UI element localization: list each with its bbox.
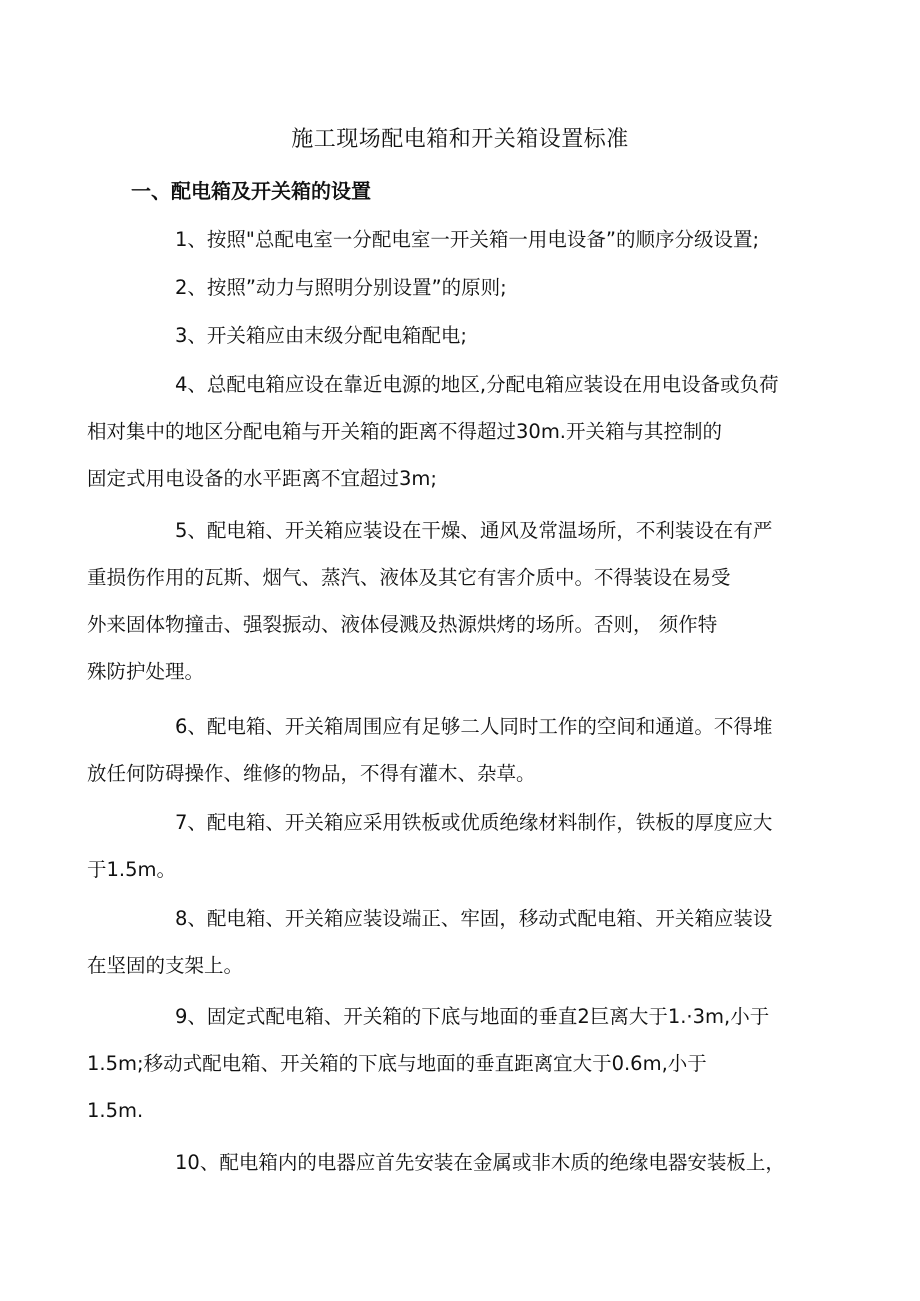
paragraph-6: [87, 703, 791, 797]
paragraph-line: 固定式用电设备的水平距离不宜超过3m;: [87, 467, 437, 490]
paragraph-line: 3、开关箱应由末级分配电箱配电;: [175, 324, 467, 347]
paragraph-line: 2、按照”动力与照明分别设置”的原则;: [175, 276, 507, 299]
paragraph-8: [87, 895, 791, 989]
paragraph-line: 殊防护处理。: [87, 660, 205, 683]
paragraph-2: [131, 264, 791, 311]
paragraph-line: 6、配电箱、开关箱周围应有足够二人同时工作的空间和通道。不得堆: [175, 715, 773, 738]
paragraph-4: [87, 361, 791, 502]
paragraph-line: 4、总配电箱应设在靠近电源的地区,分配电箱应装设在用电设备或负荷: [175, 373, 779, 396]
paragraph-line: 于1.5m。: [87, 858, 177, 881]
paragraph-3: [131, 312, 791, 359]
document-title: 施工现场配电箱和开关箱设置标准: [291, 127, 629, 152]
paragraph-line: 8、配电箱、开关箱应装设端正、牢固，移动式配电箱、开关箱应装设: [175, 907, 773, 930]
paragraph-1: [131, 216, 791, 263]
paragraph-line: 相对集中的地区分配电箱与开关箱的距离不得超过30m.开关箱与其控制的: [87, 420, 723, 443]
paragraph-line: 1.5m;移动式配电箱、开关箱的下底与地面的垂直距离宜大于0.6m,小于: [87, 1052, 707, 1075]
section-heading: 一、配电箱及开关箱的设置: [131, 179, 371, 203]
paragraph-line: 1、按照"总配电室一分配电室一开关箱一用电设备”的顺序分级设置;: [175, 228, 760, 251]
paragraph-line: 重损伤作用的瓦斯、烟气、蒸汽、液体及其它有害介质中。不得装设在易受: [87, 566, 731, 589]
paragraph-line: 9、固定式配电箱、开关箱的下底与地面的垂直2巨离大于1.·3m,小于: [175, 1005, 770, 1028]
paragraph-line: 7、配电箱、开关箱应采用铁板或优质绝缘材料制作，铁板的厚度应大: [175, 811, 773, 834]
paragraph-line: 在坚固的支架上。: [87, 954, 244, 977]
paragraph-line: 放任何防碍操作、维修的物品，不得有灌木、杂草。: [87, 762, 536, 785]
paragraph-5: [87, 507, 791, 695]
paragraph-line: 5、配电箱、开关箱应装设在干燥、通风及常温场所，不利装设在有严: [175, 519, 773, 542]
paragraph-10: [131, 1139, 791, 1186]
paragraph-9: [87, 993, 791, 1134]
paragraph-line: 10、配电箱内的电器应首先安装在金属或非木质的绝缘电器安装板上，: [175, 1151, 785, 1174]
paragraph-7: [87, 799, 791, 893]
paragraph-line: 外来固体物撞击、强裂振动、液体侵溅及热源烘烤的场所。否则， 须作特: [87, 613, 718, 636]
paragraph-line: 1.5m.: [87, 1099, 144, 1122]
